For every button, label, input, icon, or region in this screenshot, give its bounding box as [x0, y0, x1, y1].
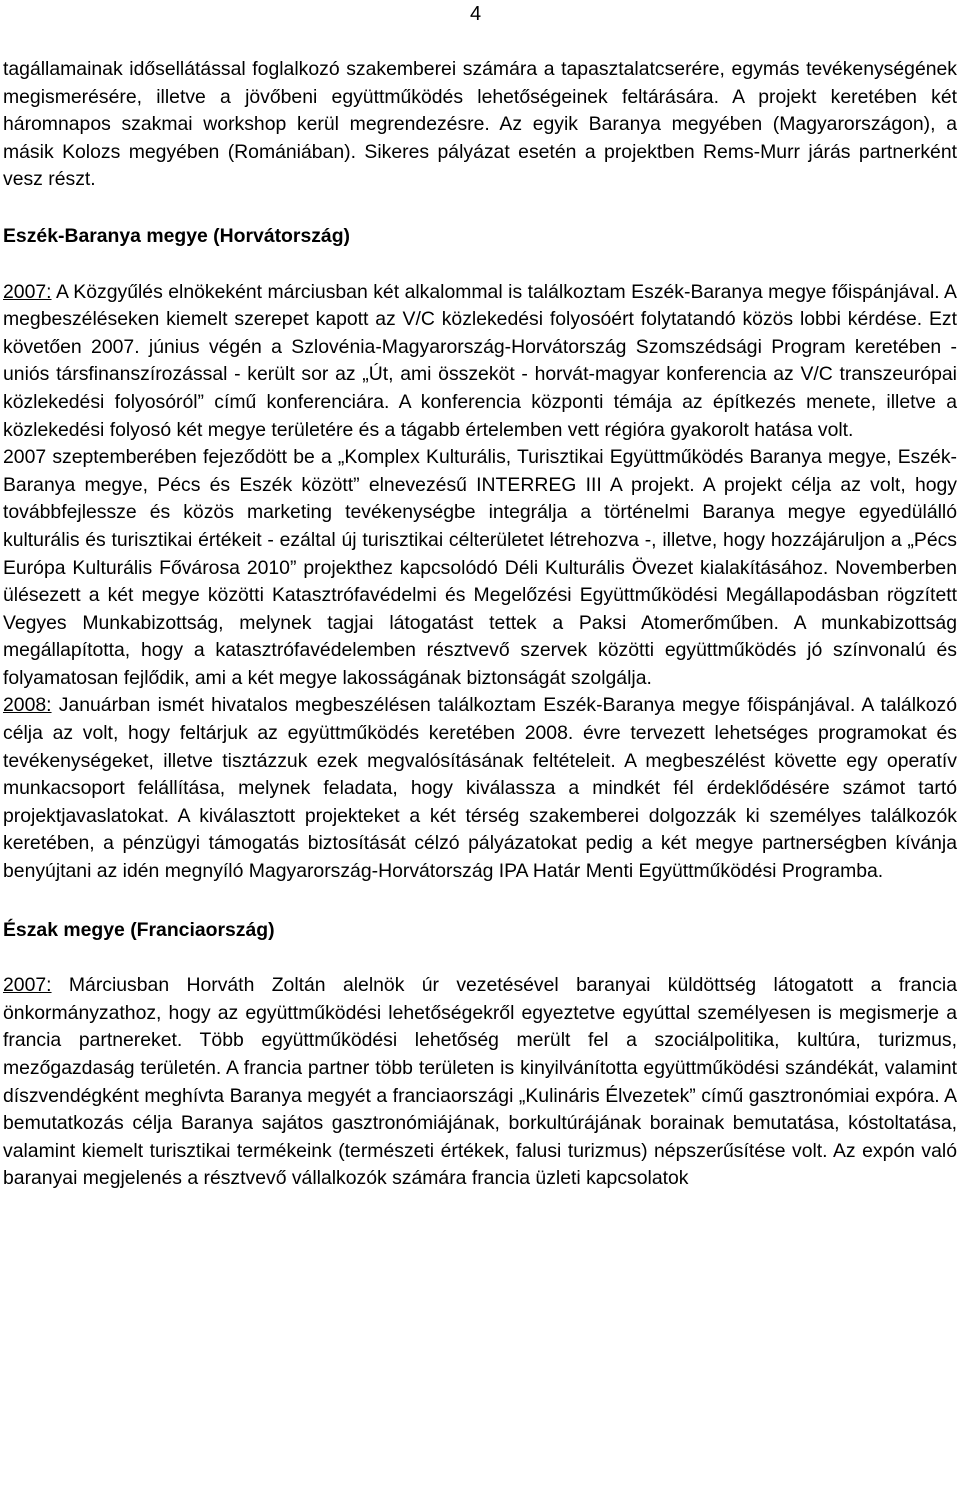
eszek-paragraph-interreg: 2007 szeptemberében fejeződött be a „Komplex Kulturális, Turisztikai Együttműködés Baranya megye, Eszék-Baranya megye, Pécs és Eszék között” elnevezésű INTERREG III A projekt. A projekt célja az volt, hogy továbbfejlessze és közös marketing tevékenységbe integrálja a történelmi Baranya megye egyedülálló kulturális és turisztikai értékeit - ezáltal új turisztikai célterületet létrehozva -, illetve, hogy hozzájáruljon a „Pécs Európa Kulturális Fővárosa 2010” projekthez kapcsolódó Déli Kulturális Övezet kialakításához. Novemberben ülésezett a két megye közötti Katasztrófavédelmi és Megelőzési Együttműködési Megállapodásban rögzített Vegyes Munkabizottság, melynek tagjai látogatást tettek a Paksi Atomerőműben. A munkabizottság megállapította, hogy a katasztrófavédelemben résztvevő szervek közötti együttműködés jó színvonalú és folyamatosan fejlődik, ami a két megye lakosságának biztonságát szolgálja.	[3, 446, 957, 689]
document-body	[3, 56, 957, 1193]
eszek-paragraph-2007	[3, 279, 957, 445]
year-label-2007-eszak: 2007:	[3, 974, 52, 997]
section-heading-eszek: Eszék-Baranya megye (Horvátország)	[3, 224, 351, 247]
year-label-2008: 2008:	[3, 694, 52, 717]
eszek-paragraph-2008-text: Januárban ismét hivatalos megbeszélésen találkoztam Eszék-Baranya megye főispánjával. A találkozó célja az volt, hogy feltárjuk az együttműködés keretében 2008. évre tervezett lehetséges programokat és tevékenységeket, illetve tisztázzuk ezek megvalósításának feltételeit. A megbeszélést követte egy operatív munkacsoport felállítása, melynek feladata, hogy kiválassza a mindkét fél érdeklődésére számot tartó projektjavaslatokat. A kiválasztott projekteket a két térség szakemberei dolgozzák ki személyes találkozók keretében, a pénzügyi támogatás biztosítását célzó pályázatokat pedig a két megye partnerségben kívánja benyújtani az idén megnyíló Magyarország-Horvátország IPA Határ Menti Együttműködési Programba.	[3, 694, 957, 883]
intro-paragraph: tagállamainak idősellátással foglalkozó szakemberei számára a tapasztalatcserére, egymás tevékenységének megismerésére, illetve a jövőbeni együttműködés lehetőségeinek feltárására. A projekt keretében két háromnapos szakmai workshop kerül megrendezésre. Az egyik Baranya megyében (Magyarországon), a másik Kolozs megyében (Romániában). Sikeres pályázat esetén a projektben Rems-Murr járás partnerként vesz részt.	[3, 58, 957, 191]
eszek-paragraph-2007-text: A Közgyűlés elnökeként márciusban két alkalommal is találkoztam Eszék-Baranya megye főispánjával. A megbeszéléseken kiemelt szerepet kapott az V/C közlekedési folyosóért folytatandó közös lobbi kérdése. Ezt követően 2007. június végén a Szlovénia-Magyarország-Horvátország Szomszédsági Program keretében - uniós társfinanszírozással - került sor az „Út, ami összeköt - horvát-magyar konferencia az V/C transzeurópai közlekedési folyosóról” című konferenciára. A konferencia központi témája az építkezés menete, illetve a közlekedési folyosó két megye területére és a tágabb értelemben vett régióra gyakorolt hatása volt.	[3, 280, 957, 441]
eszak-paragraph-2007-text: Márciusban Horváth Zoltán alelnök úr vezetésével baranyai küldöttség látogatott a francia önkormányzathoz, hogy az együttműködési lehetőségekről egyeztetve egyúttal személyesen is megismerje a francia partnereket. Több együttműködési lehetőség merült fel a szociálpolitika, kultúra, turizmus, mezőgazdaság területén. A francia partner több területen is kinyilvánította együttműködési szándékát, valamint díszvendégként meghívta Baranya megyét a franciaországi „Kulináris Élvezetek” című gasztronómiai expóra. A bemutatkozás célja Baranya sajátos gasztronómiájának, borkultúrájának borainak bemutatása, kóstoltatása, valamint kiemelt turisztikai termékeink (természeti értékek, falusi turizmus) népszerűsítése volt. Az expón való baranyai megjelenés a résztvevő vállalkozók számára francia üzleti kapcsolatok	[3, 974, 957, 1190]
eszek-paragraph-2008	[3, 692, 957, 885]
eszak-paragraph-2007	[3, 972, 957, 1193]
page-number: 4	[470, 3, 482, 25]
year-label-2007: 2007:	[3, 280, 52, 303]
section-heading-eszak: Észak megye (Franciaország)	[3, 918, 275, 941]
